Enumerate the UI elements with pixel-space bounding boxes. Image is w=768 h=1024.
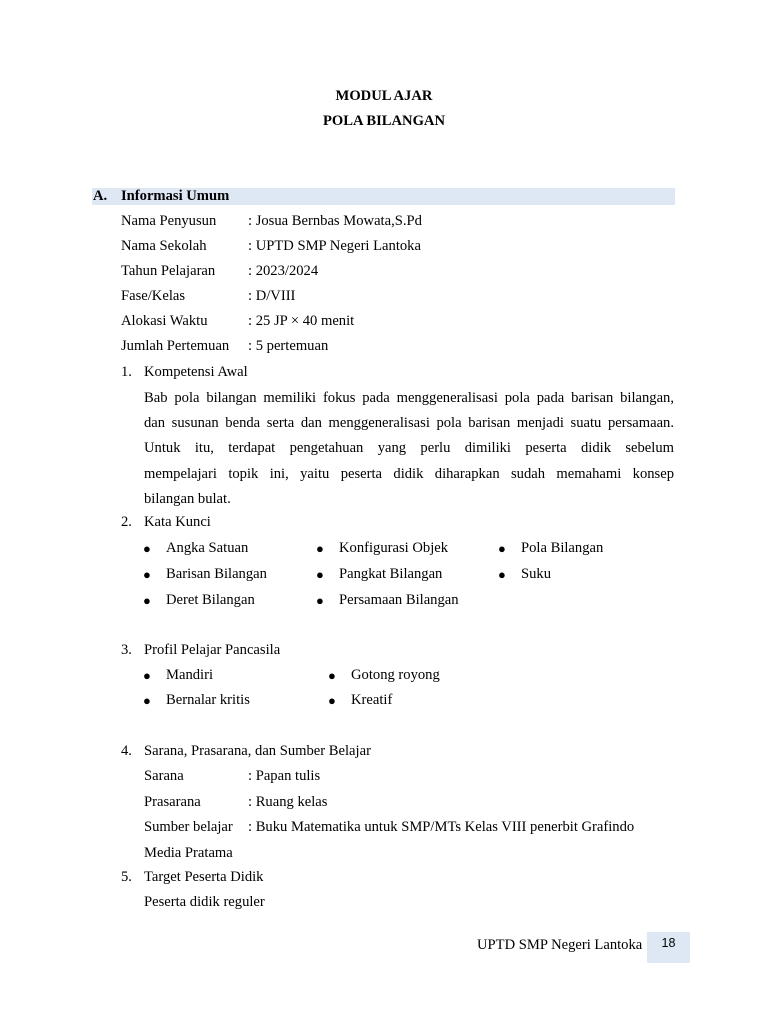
resource-label: Sarana: [144, 768, 184, 784]
info-value: : 2023/2024: [248, 263, 319, 279]
document-subtitle: POLA BILANGAN: [322, 113, 446, 129]
info-label: Nama Sekolah: [121, 238, 207, 254]
page-number: [647, 932, 690, 963]
info-value: : 5 pertemuan: [248, 338, 329, 354]
paragraph-line: bilangan bulat.: [144, 490, 231, 507]
info-value: : UPTD SMP Negeri Lantoka: [248, 238, 421, 254]
keyword-item: ● Persamaan Bilangan: [339, 592, 459, 609]
footer-school-name: UPTD SMP Negeri Lantoka: [477, 937, 643, 953]
keyword-item: ● Suku: [521, 566, 551, 583]
keyword-item: ● Konfigurasi Objek: [339, 540, 448, 557]
item-number: 3.: [121, 642, 132, 658]
item-title-sarana: Sarana, Prasarana, dan Sumber Belajar: [144, 743, 371, 759]
paragraph-line: Bab pola bilangan memiliki fokus pada menggeneralisasi pola pada barisan bilangan,: [144, 390, 674, 406]
keyword-item: ● Pola Bilangan: [521, 540, 603, 557]
item-title-profil-pelajar: Profil Pelajar Pancasila: [144, 642, 281, 658]
keyword-item: ● Pangkat Bilangan: [339, 566, 442, 583]
info-label: Fase/Kelas: [121, 288, 186, 304]
profile-item: ● Gotong royong: [351, 667, 440, 684]
info-value: : Josua Bernbas Mowata,S.Pd: [248, 213, 422, 229]
paragraph-line: Untuk itu, terdapat pengetahuan yang perlu dimiliki peserta didik sebelum: [144, 440, 674, 457]
keyword-item: ● Angka Satuan: [166, 540, 248, 557]
resource-continuation: Media Pratama: [144, 845, 233, 861]
page-number-text: 18: [661, 936, 676, 950]
info-label: Nama Penyusun: [121, 213, 217, 229]
item-number: 5.: [121, 869, 132, 885]
item-title-kompetensi-awal: Kompetensi Awal: [144, 364, 248, 380]
profile-item: ● Bernalar kritis: [166, 692, 250, 709]
resource-label: Sumber belajar: [144, 819, 233, 835]
item-number: 4.: [121, 743, 132, 759]
info-value: : 25 JP × 40 menit: [248, 313, 355, 329]
item-title-target: Target Peserta Didik: [144, 869, 264, 885]
document-title: MODUL AJAR: [335, 88, 433, 104]
profile-item: ● Kreatif: [351, 692, 392, 709]
resource-value: : Buku Matematika untuk SMP/MTs Kelas VIII penerbit Grafindo: [248, 819, 635, 835]
info-value: : D/VIII: [248, 288, 296, 304]
section-a-letter: A.: [93, 188, 108, 204]
resource-value: : Ruang kelas: [248, 794, 328, 810]
kompetensi-awal-paragraph: [144, 386, 674, 512]
target-text: Peserta didik reguler: [144, 894, 265, 910]
item-number: 2.: [121, 514, 132, 530]
profile-item: ● Mandiri: [166, 667, 213, 684]
info-label: Jumlah Pertemuan: [121, 338, 230, 354]
resource-label: Prasarana: [144, 794, 201, 810]
keyword-item: ● Barisan Bilangan: [166, 566, 267, 583]
info-label: Alokasi Waktu: [121, 313, 208, 329]
info-label: Tahun Pelajaran: [121, 263, 216, 279]
item-number: 1.: [121, 364, 132, 380]
paragraph-line: dan susunan benda serta dan menggeneralisasi pola barisan menjadi suatu persamaan.: [144, 415, 674, 432]
item-title-kata-kunci: Kata Kunci: [144, 514, 211, 530]
keyword-item: ● Deret Bilangan: [166, 592, 255, 609]
resource-value: : Papan tulis: [248, 768, 321, 784]
section-a-title: Informasi Umum: [121, 188, 230, 204]
paragraph-line: mempelajari topik ini, yaitu peserta didik diharapkan sudah memahami konsep: [144, 465, 674, 482]
